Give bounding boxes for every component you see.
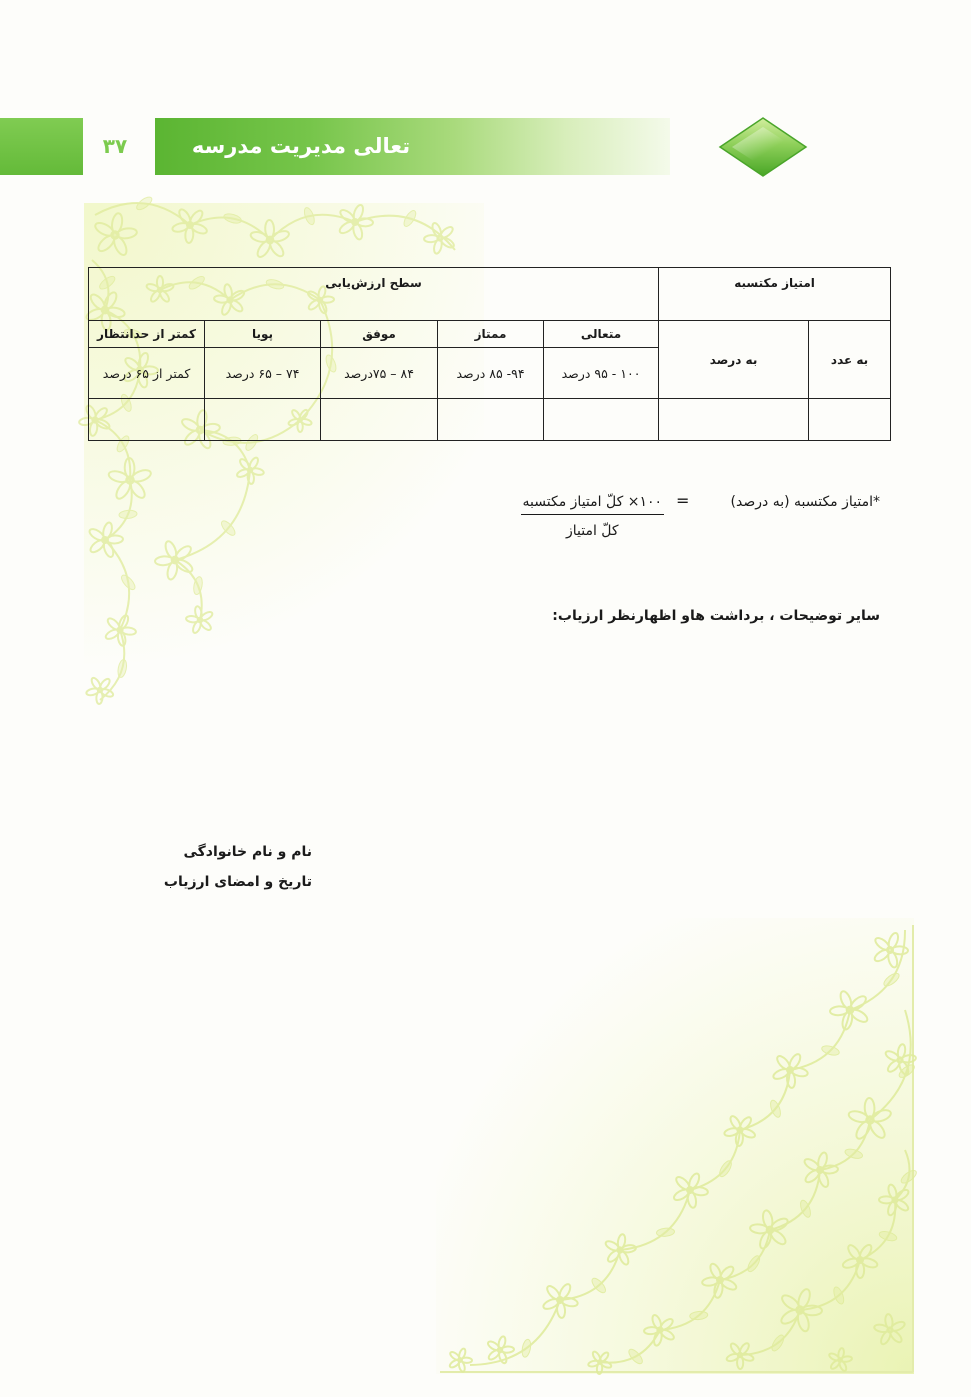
level-header: کمتر از حدانتظار <box>89 321 205 348</box>
formula-lhs: *امتیاز مکتسبه (به درصد) <box>730 494 880 510</box>
table-header-evaluation-level: سطح ارزش‌یابی <box>89 268 659 321</box>
formula-equals: = <box>676 491 690 510</box>
level-range: ۱۰۰ - ۹۵ درصد <box>544 348 659 399</box>
comments-label: سایر توضیحات ، برداشت هاو اظهارنظر ارزیاب: <box>552 608 880 624</box>
formula-denominator: کلّ امتیاز <box>565 523 619 539</box>
level-range: ۹۴- ۸۵ درصد <box>438 348 544 399</box>
empty-cell <box>89 399 205 441</box>
empty-cell <box>659 399 809 441</box>
score-by-number-header: به عدد <box>809 321 891 399</box>
empty-cell <box>809 399 891 441</box>
page-title: تعالی مدیریت مدرسه <box>191 134 411 158</box>
diamond-icon <box>716 115 810 179</box>
level-header: متعالی <box>544 321 659 348</box>
empty-cell <box>205 399 321 441</box>
signature-date-label: تاریخ و امضای ارزیاب <box>163 874 312 890</box>
level-header: پویا <box>205 321 321 348</box>
header-left-block <box>0 118 83 175</box>
level-header: موفق <box>321 321 438 348</box>
level-range: ۷۴ – ۶۵ درصد <box>205 348 321 399</box>
level-header: ممتاز <box>438 321 544 348</box>
empty-cell <box>544 399 659 441</box>
formula-fraction <box>521 492 664 541</box>
empty-cell <box>438 399 544 441</box>
floral-tint-bottom-right <box>436 918 914 1374</box>
empty-cell <box>321 399 438 441</box>
signature-name-label: نام و نام خانوادگی <box>183 844 312 860</box>
score-by-percent-header: به درصد <box>659 321 809 399</box>
level-range: ۸۴ – ۷۵درصد <box>321 348 438 399</box>
evaluation-table <box>88 267 891 441</box>
level-range: کمتر از ۶۵ درصد <box>89 348 205 399</box>
formula-numerator: ۱۰۰× کلّ امتیاز مکتسبه <box>521 492 664 515</box>
page-number: ۳۷ <box>102 134 128 158</box>
table-header-score: امتیاز مکتسبه <box>659 268 891 321</box>
